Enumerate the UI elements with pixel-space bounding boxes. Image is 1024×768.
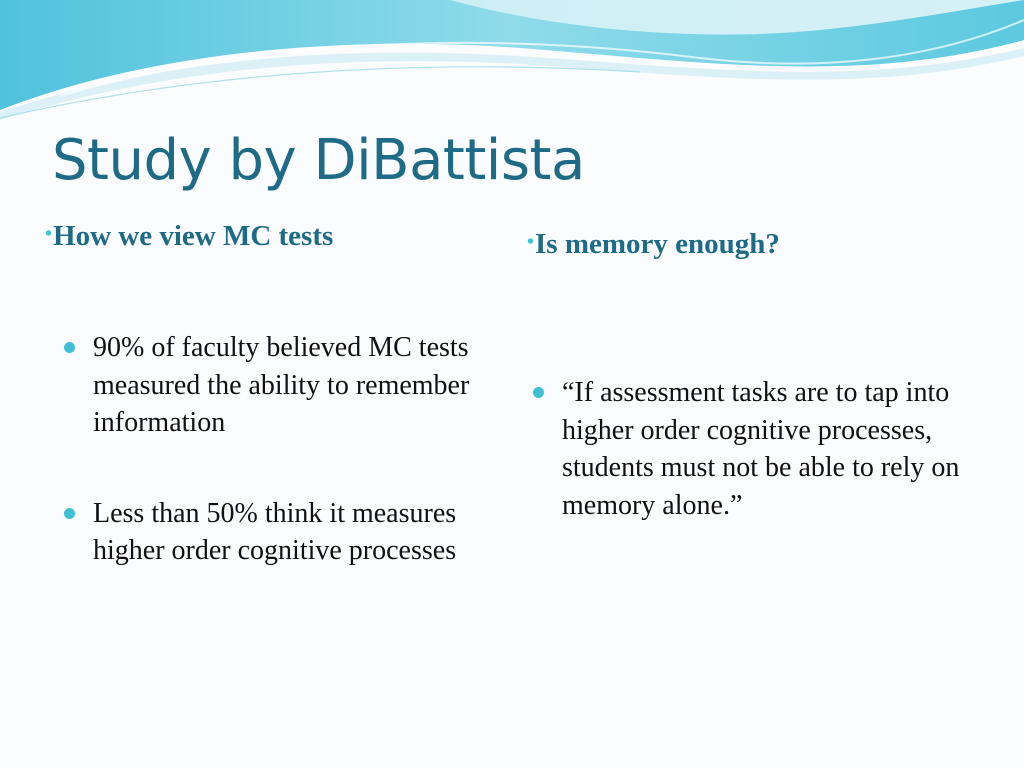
left-column-heading	[45, 220, 333, 253]
bullet-dot-icon	[64, 508, 75, 519]
left-bullet-list	[61, 329, 491, 570]
bullet-dot-icon	[64, 342, 75, 353]
heading-bullet-icon: •	[527, 231, 535, 253]
bullet-text: “If assessment tasks are to tap into higher order cognitive processes, students must not be able to rely on memory alone.”	[562, 377, 960, 521]
heading-bullet-icon: •	[45, 223, 53, 245]
bullet-text: 90% of faculty believed MC tests measured the ability to remember information	[93, 332, 470, 438]
bullet-dot-icon	[533, 387, 544, 398]
list-item	[61, 495, 491, 570]
left-heading-text: How we view MC tests	[53, 220, 334, 252]
list-item	[530, 374, 970, 524]
right-bullet-list	[530, 374, 970, 524]
right-heading-text: Is memory enough?	[535, 228, 780, 260]
right-column-heading	[527, 228, 780, 261]
list-item	[61, 329, 491, 442]
header-wave-decoration	[0, 0, 1024, 130]
bullet-text: Less than 50% think it measures higher order cognitive processes	[93, 497, 457, 566]
slide-title: Study by DiBattista	[52, 128, 585, 193]
